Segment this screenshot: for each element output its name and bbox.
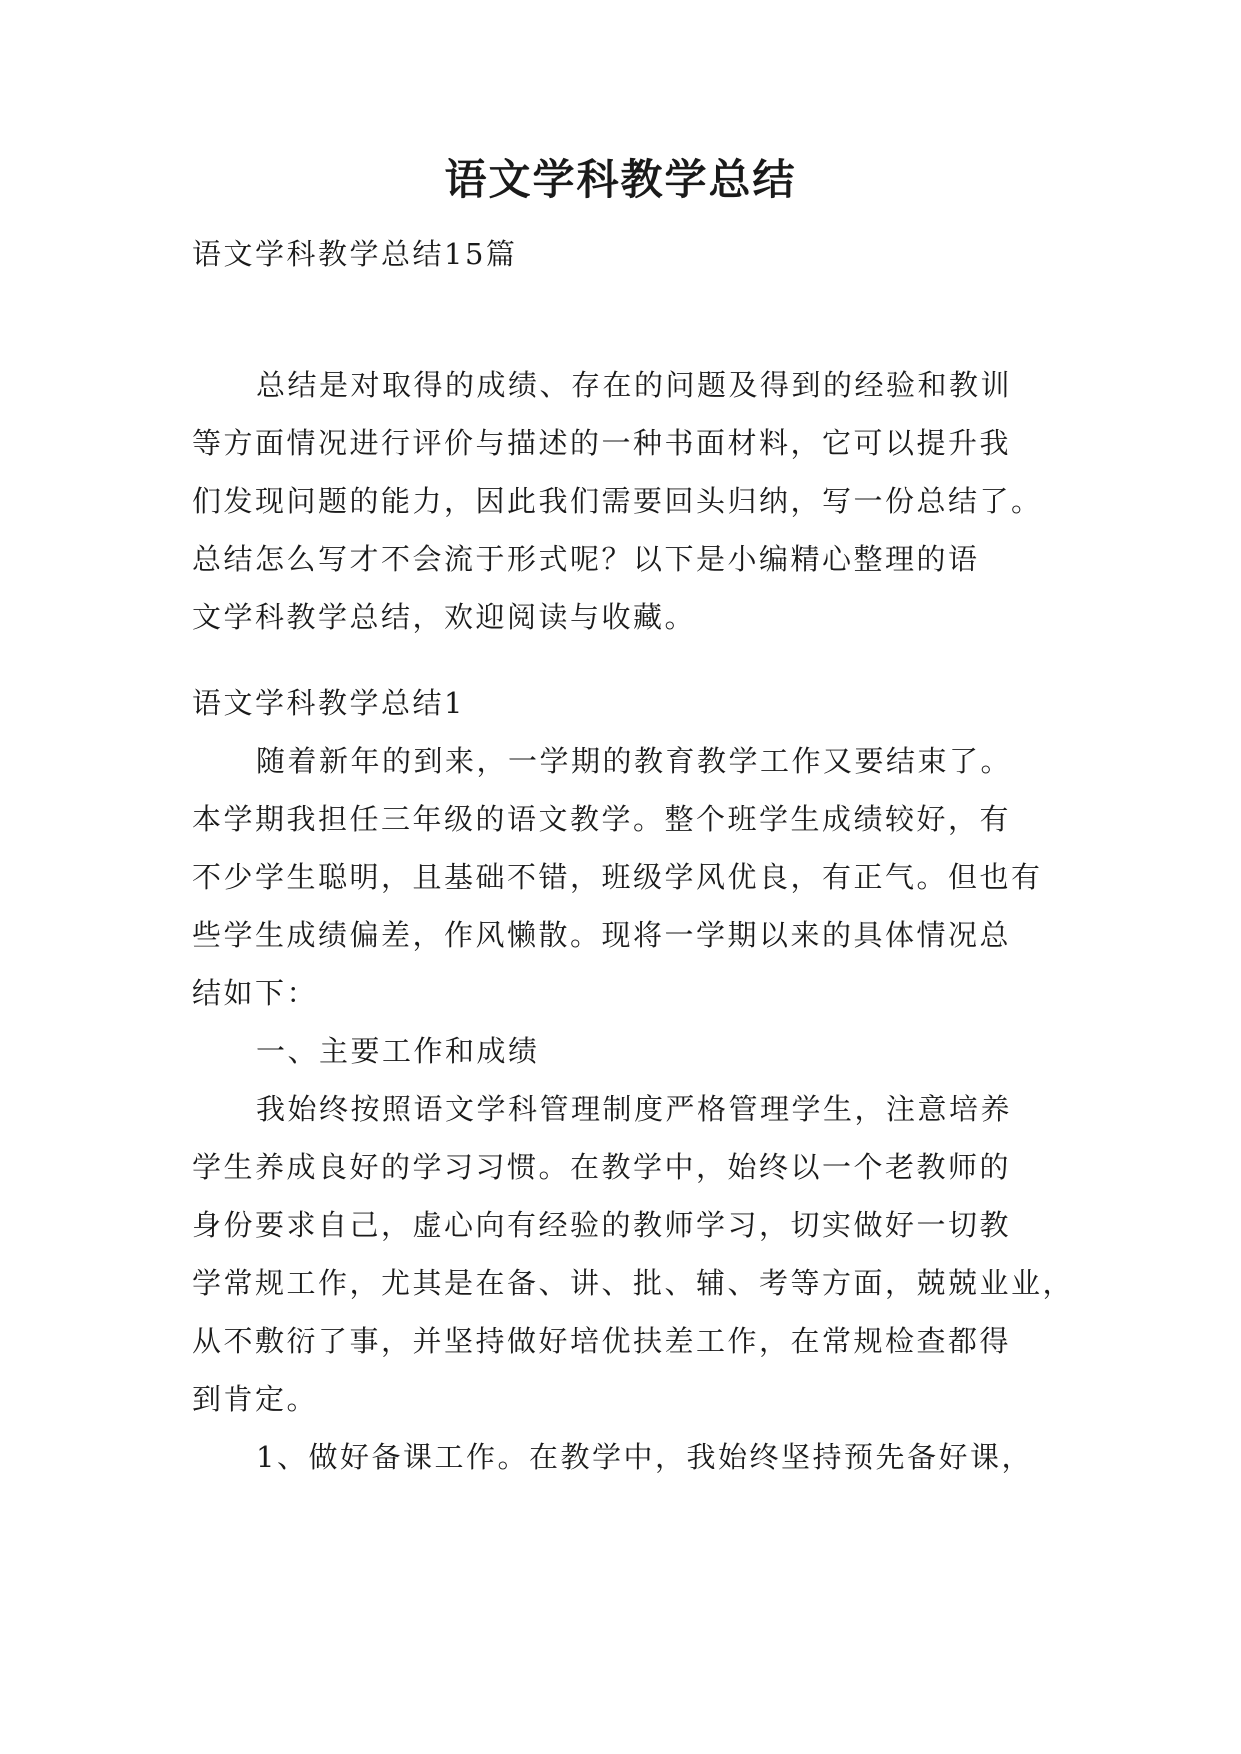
intro-line: 们发现问题的能力，因此我们需要回头归纳，写一份总结了。 xyxy=(192,484,1043,518)
paragraph-line: 结如下： xyxy=(192,976,319,1010)
paragraph-one xyxy=(192,732,1054,1022)
paragraph-line: 到肯定。 xyxy=(192,1382,319,1416)
intro-line: 总结怎么写才不会流于形式呢？以下是小编精心整理的语 xyxy=(192,542,980,576)
subtitle-line: 语文学科教学总结15篇 xyxy=(192,237,518,271)
paragraph-line: 本学期我担任三年级的语文教学。整个班学生成绩较好，有 xyxy=(192,802,1012,836)
heading-one-line: 一、主要工作和成绩 xyxy=(256,1034,540,1068)
paragraph-line: 学常规工作，尤其是在备、讲、批、辅、考等方面，兢兢业业， xyxy=(192,1266,1075,1300)
document-subtitle xyxy=(192,225,1054,283)
section-heading xyxy=(192,674,1054,732)
paragraph-line: 些学生成绩偏差，作风懒散。现将一学期以来的具体情况总 xyxy=(192,918,1012,952)
paragraph-line: 从不敷衍了事，并坚持做好培优扶差工作，在常规检查都得 xyxy=(192,1324,1012,1358)
paragraph-line: 学生养成良好的学习习惯。在教学中，始终以一个老教师的 xyxy=(192,1150,1012,1184)
document-title: 语文学科教学总结 xyxy=(444,155,797,204)
paragraph-line: 身份要求自己，虚心向有经验的教师学习，切实做好一切教 xyxy=(192,1208,1012,1242)
heading-one xyxy=(192,1022,1054,1080)
paragraph-line: 我始终按照语文学科管理制度严格管理学生，注意培养 xyxy=(256,1092,1013,1126)
paragraph-two xyxy=(192,1080,1075,1428)
item-one xyxy=(192,1428,1054,1486)
intro-line: 等方面情况进行评价与描述的一种书面材料，它可以提升我 xyxy=(192,426,1012,460)
intro-line: 总结是对取得的成绩、存在的问题及得到的经验和教训 xyxy=(256,368,1013,402)
paragraph-line: 随着新年的到来，一学期的教育教学工作又要结束了。 xyxy=(256,744,1013,778)
intro-paragraph xyxy=(192,356,1054,646)
section-heading-line: 语文学科教学总结1 xyxy=(192,686,465,720)
intro-line: 文学科教学总结，欢迎阅读与收藏。 xyxy=(192,600,697,634)
item-one-line: 1、做好备课工作。在教学中，我始终坚持预先备好课， xyxy=(256,1440,1033,1474)
paragraph-line: 不少学生聪明，且基础不错，班级学风优良，有正气。但也有 xyxy=(192,860,1043,894)
